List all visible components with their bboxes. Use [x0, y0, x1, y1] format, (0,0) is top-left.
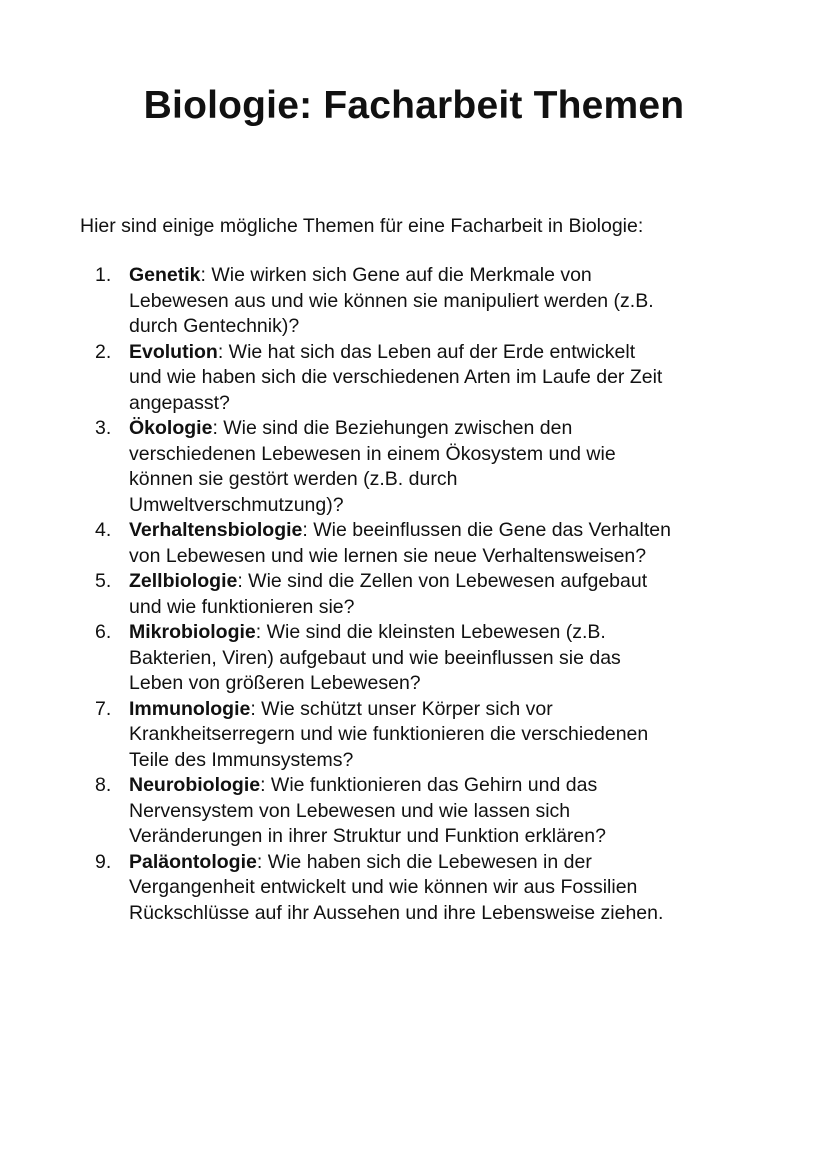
topic-description-line: angepasst?	[129, 391, 230, 414]
topic-term: Evolution	[129, 340, 218, 363]
topic-description-line: : Wie beeinflussen die Gene das Verhalten	[302, 519, 671, 541]
topic-item	[80, 620, 760, 697]
topic-description-line: von Lebewesen und wie lernen sie neue Verhaltensweisen?	[129, 544, 647, 567]
topic-description-line: Rückschlüsse auf ihr Aussehen und ihre Lebensweise ziehen.	[129, 901, 664, 924]
topic-term: Paläontologie	[129, 850, 257, 873]
topic-number: 3.	[95, 417, 112, 439]
topic-item	[80, 263, 760, 340]
topic-description-line: : Wie sind die Beziehungen zwischen den	[212, 417, 573, 439]
topic-number: 1.	[95, 264, 112, 286]
topic-description-line: : Wie funktionieren das Gehirn und das	[260, 774, 598, 796]
topic-number: 8.	[95, 774, 112, 796]
topic-item	[80, 340, 760, 417]
topic-description-line: Krankheitserregern und wie funktionieren die verschiedenen	[129, 723, 649, 745]
topic-description-line: Veränderungen in ihrer Struktur und Funktion erklären?	[129, 825, 606, 847]
topic-term: Neurobiologie	[129, 774, 261, 796]
topic-description-line: Lebewesen aus und wie können sie manipuliert werden (z.B.	[129, 289, 654, 312]
topic-description-line: : Wie sind die kleinsten Lebewesen (z.B.	[255, 621, 606, 643]
topic-item	[80, 850, 760, 927]
topic-description-line: durch Gentechnik)?	[129, 315, 300, 337]
topic-description-line: und wie haben sich die verschiedenen Arten im Laufe der Zeit	[129, 366, 663, 388]
topic-description-line: Nervensystem von Lebewesen und wie lassen sich	[129, 799, 571, 822]
topic-description-line: Teile des Immunsystems?	[129, 748, 354, 771]
topic-description-line: Bakterien, Viren) aufgebaut und wie beeinflussen sie das	[129, 646, 621, 669]
topic-description-line: verschiedenen Lebewesen in einem Ökosystem und wie	[129, 442, 616, 465]
topic-term: Immunologie	[129, 697, 251, 720]
topic-number: 7.	[95, 697, 112, 720]
topic-description-line: Leben von größeren Lebewesen?	[129, 672, 421, 694]
topic-number: 2.	[95, 340, 112, 363]
topic-description-line: : Wie schützt unser Körper sich vor	[250, 697, 553, 720]
intro-paragraph: Hier sind einige mögliche Themen für eine Facharbeit in Biologie:	[80, 215, 644, 237]
topic-item	[80, 697, 760, 774]
topic-term: Verhaltensbiologie	[129, 519, 303, 541]
topic-description-line: Vergangenheit entwickelt und wie können wir aus Fossilien	[129, 876, 638, 898]
page-title: Biologie: Facharbeit Themen	[143, 84, 685, 127]
topic-item	[80, 416, 760, 518]
topic-number: 9.	[95, 850, 112, 873]
topic-number: 6.	[95, 621, 112, 643]
topic-description-line: : Wie sind die Zellen von Lebewesen aufgebaut	[237, 570, 648, 592]
topic-item	[80, 773, 760, 850]
topic-description-line: und wie funktionieren sie?	[129, 595, 355, 618]
topic-number: 5.	[95, 570, 112, 592]
topic-description-line: können sie gestört werden (z.B. durch	[129, 468, 458, 490]
topic-term: Ökologie	[129, 417, 213, 439]
topic-item	[80, 518, 760, 569]
topic-number: 4.	[95, 519, 112, 541]
topic-description-line: Umweltverschmutzung)?	[129, 493, 344, 516]
topic-list	[80, 263, 760, 926]
topic-description-line: : Wie hat sich das Leben auf der Erde entwickelt	[217, 340, 636, 363]
topic-item	[80, 569, 760, 620]
topic-description-line: : Wie haben sich die Lebewesen in der	[256, 850, 592, 873]
topic-description-line: : Wie wirken sich Gene auf die Merkmale von	[200, 264, 592, 286]
topic-term: Mikrobiologie	[129, 621, 256, 643]
topic-term: Genetik	[129, 264, 201, 286]
topic-term: Zellbiologie	[129, 570, 238, 592]
